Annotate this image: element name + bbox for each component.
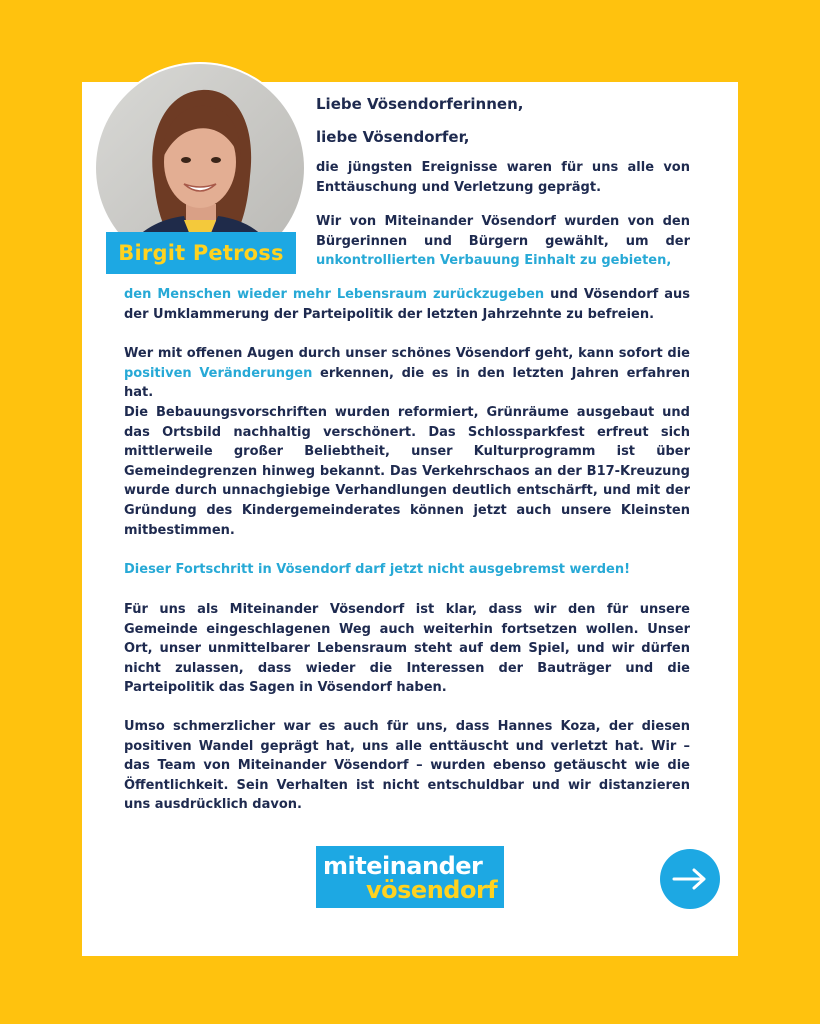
logo-line-1: miteinander	[323, 852, 483, 880]
paragraph-3-start: Wer mit offenen Augen durch unser schönes Vösendorf geht, kann sofort die	[124, 346, 690, 361]
paragraph-7: Umso schmerzlicher war es auch für uns, dass Hannes Koza, der diesen positiven Wandel geprägt hat, uns alle enttäuscht und verletzt hat. Wir – das Team von Miteinander Vösendorf – wurden ebenso getäuscht wie die Öffentlichkeit. Sein Verhalten ist nicht entschuldbar und wir distanzieren uns ausdrücklich davon.	[124, 719, 690, 813]
logo-line-2: vösendorf	[366, 876, 498, 904]
highlight-verbauung: unkontrollierten Verbauung Einhalt zu gebieten,	[316, 253, 672, 269]
paragraph-3	[124, 344, 690, 403]
paragraph-3-end: erkennen, die es in den letzten Jahren erfahren hat.	[124, 365, 690, 401]
paragraph-2-intro: Wir von Miteinander Vösendorf wurden von den Bürgerinnen und Bürgern gewählt, um der	[316, 214, 690, 249]
highlight-veraenderungen: positiven Veränderungen	[124, 365, 313, 381]
paragraph-2-end: und Vösendorf aus der Umklammerung der Parteipolitik der letzten Jahrzehnte zu befreien.	[124, 287, 690, 322]
greeting-line-1: Liebe Vösendorferinnen,	[316, 95, 524, 113]
paragraph-6: Für uns als Miteinander Vösendorf ist klar, dass wir den für unsere Gemeinde eingeschlagenen Weg auch weiterhin fortsetzen wollen. Unser Ort, unser unmittelbarer Lebensraum steht auf dem Spiel, und wir dürfen nicht zulassen, dass wieder die Interessen der Bauträger und die Parteipolitik das Sagen in Vösendorf haben.	[124, 602, 690, 696]
paragraph-2-bottom	[124, 285, 690, 324]
next-button[interactable]	[660, 849, 720, 909]
highlight-fortschritt: Dieser Fortschritt in Vösendorf darf jetzt nicht ausgebremst werden!	[124, 562, 631, 577]
name-label: Birgit Petross	[106, 232, 296, 274]
greeting-line-2: liebe Vösendorfer,	[316, 128, 470, 146]
miteinander-voesendorf-logo	[316, 846, 504, 908]
paragraph-2-top	[316, 212, 690, 271]
highlight-lebensraum: den Menschen wieder mehr Lebensraum zurückzugeben	[124, 287, 545, 302]
arrow-right-icon	[672, 867, 708, 891]
paragraph-4: Die Bebauungsvorschriften wurden reformiert, Grünräume ausgebaut und das Ortsbild nachhaltig verschönert. Das Schlossparkfest erfreut sich mittlerweile großer Beliebtheit, unser Kulturprogramm ist über Gemeindegrenzen hinweg bekannt. Das Verkehrschaos an der B17-Kreuzung wurde durch unnachgiebige Verhandlungen deutlich entschärft, und mit der Gründung des Kindergemeinderates können jetzt auch unsere Kleinsten mitbestimmen.	[124, 405, 690, 538]
paragraph-1: die jüngsten Ereignisse waren für uns alle von Enttäuschung und Verletzung geprägt.	[316, 160, 690, 195]
